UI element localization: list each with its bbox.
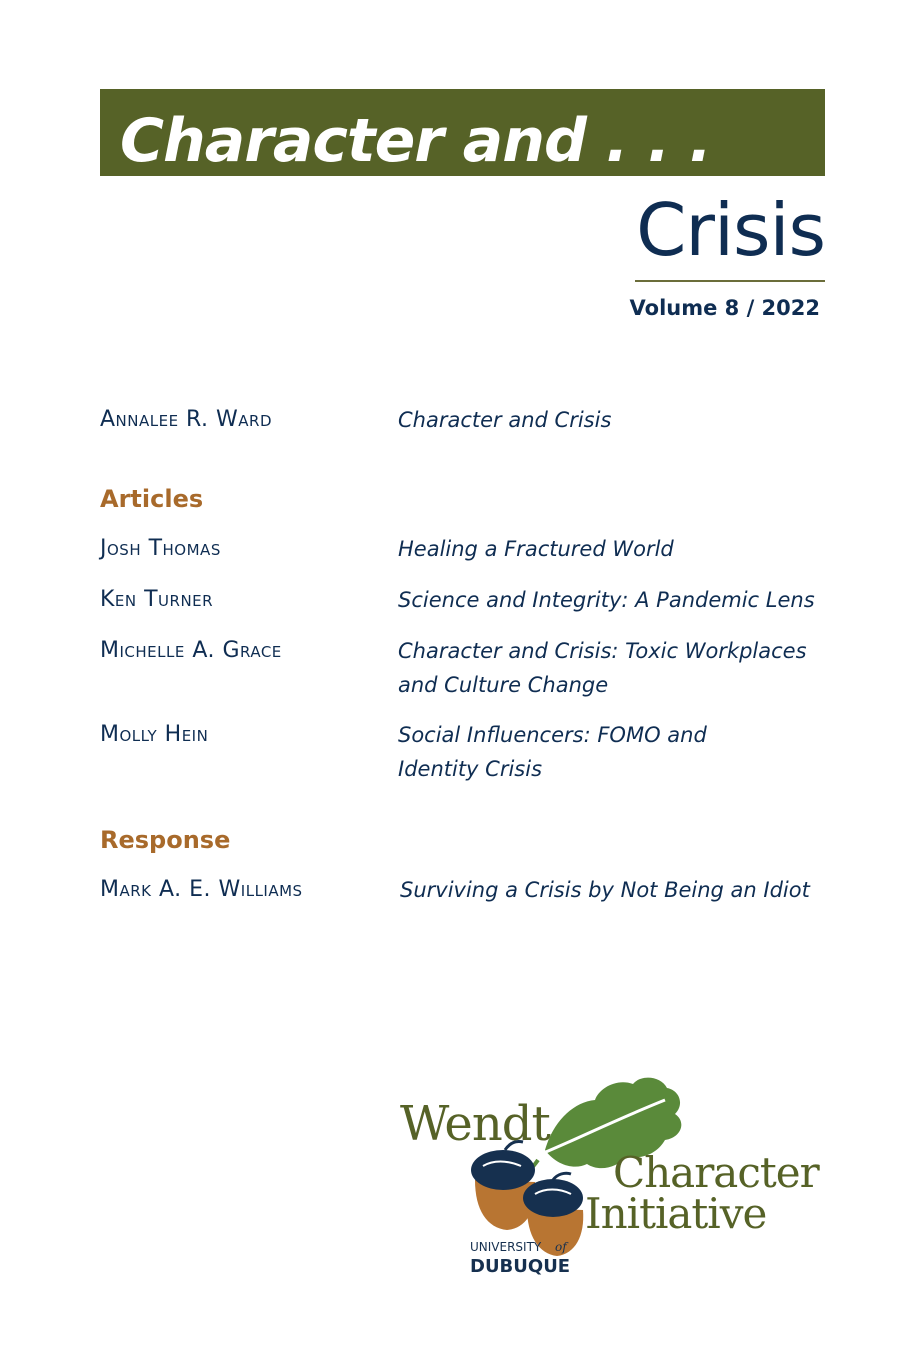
divider-rule (635, 280, 825, 282)
article-title: Social Influencers: FOMO and (398, 723, 707, 747)
article-author: Michelle A. Grace (100, 638, 282, 663)
logo-word-character: Character (613, 1148, 819, 1197)
logo-university: UNIVERSITY (470, 1240, 542, 1254)
article-title-continued: and Culture Change (398, 673, 609, 697)
response-title: Surviving a Crisis by Not Being an Idiot (400, 878, 810, 902)
logo-graphic (395, 1070, 835, 1285)
article-title: Healing a Fractured World (398, 537, 674, 561)
response-author: Mark A. E. Williams (100, 877, 303, 902)
article-author: Molly Hein (100, 722, 209, 747)
article-title-continued: Identity Crisis (398, 757, 543, 781)
article-author: Ken Turner (100, 587, 214, 612)
intro-author: Annalee R. Ward (100, 407, 273, 432)
response-heading: Response (100, 826, 231, 854)
article-author: Josh Thomas (100, 536, 221, 561)
issue-subject: Crisis (636, 188, 825, 272)
logo-word-initiative: Initiative (585, 1189, 767, 1238)
volume-label: Volume 8 / 2022 (629, 296, 820, 320)
wendt-character-initiative-logo (395, 1070, 835, 1285)
acorn-icon (471, 1141, 535, 1230)
intro-title: Character and Crisis (398, 408, 612, 432)
articles-heading: Articles (100, 485, 204, 513)
logo-dubuque: DUBUQUE (470, 1256, 571, 1277)
logo-of: of (555, 1240, 567, 1254)
article-title: Science and Integrity: A Pandemic Lens (398, 588, 815, 612)
logo-word-wendt: Wendt (400, 1096, 550, 1152)
series-title: Character and . . . (120, 106, 711, 176)
article-title: Character and Crisis: Toxic Workplaces (398, 639, 807, 663)
